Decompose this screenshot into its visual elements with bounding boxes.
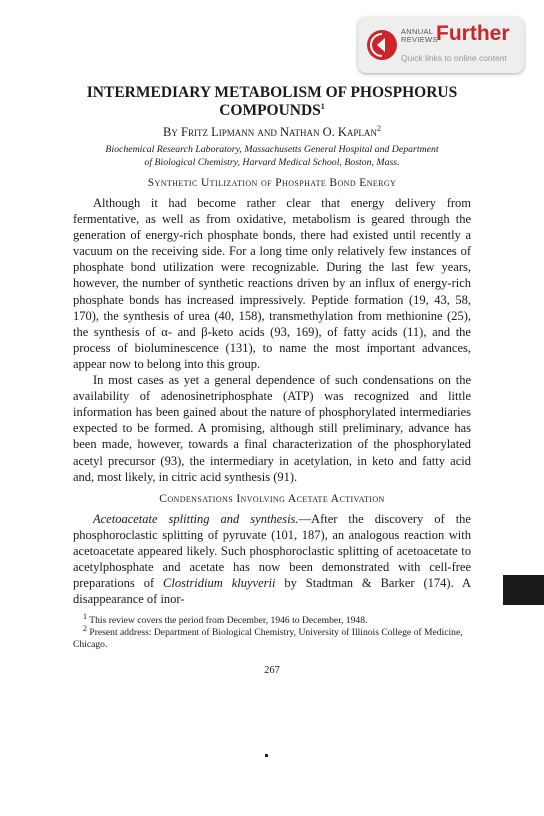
page-mark: [265, 754, 268, 757]
title-line1: INTERMEDIARY METABOLISM OF PHOSPHORUS: [86, 84, 458, 101]
footnote-2-mark: 2: [83, 624, 87, 634]
annual-reviews-logo: [401, 28, 438, 44]
paragraph-3-heading: Acetoacetate splitting and synthesis.: [93, 511, 299, 526]
footnote-1-mark: 1: [83, 612, 87, 622]
further-label: Further: [436, 22, 510, 45]
further-badge[interactable]: [358, 17, 524, 73]
title-line2: COMPOUNDS: [219, 102, 321, 119]
page-number: 267: [264, 665, 280, 677]
affiliation-line1: Biochemical Research Laboratory, Massachusetts General Hospital and Department: [105, 144, 439, 155]
paragraph-1: Although it had become rather clear that energy delivery from fermentative, as well as from oxidative, metabolism is geared through the generation of energy-rich phosphate bonds, there had existed until recently a vacuum on the receiving side. For a long time only relatively few instances of phosphate bond utilization were recognizable. During the last few years, however, the number of synthetic reactions driven by an influx of energy-rich phosphate bonds has increased impressively. Peptide formation (19, 43, 58, 170), the synthesis of urea (40, 158), transmethylation from methionine (25), the synthesis of α- and β-keto acids (93, 169), of fatty acids (11), and the process of bioluminescence (131), to name the most important advances, appear now to belong into this group.: [73, 196, 471, 371]
paragraph-3-organism: Clostridium kluyverii: [163, 576, 276, 591]
paragraph-3-text2: by Stadtman & Barker (174). A disappearance of inor-: [73, 576, 471, 607]
paragraph-2: In most cases as yet a general dependence of such condensations on the availability of adenosinetriphosphate (ATP) was recognized and little information has been gained about the nature of phosphorylated intermediaries expected to be formed. A promising, although still preliminary, advance has been made, however, towards a final characterization of the phosphorylated acetyl precursor (93), the intermediary in acetylation, in keto and fatty acid and, most likely, in citric acid synthesis (91).: [73, 373, 471, 484]
paragraph-3-text1: —After the discovery of the phosphoroclastic splitting of pyruvate (101, 187), an analogous reaction with acetoacetate appeared likely. Such phosphoroclastic splitting of acetoacetate to acetylphosphate and acetate has now been demonstrated with cell-free preparations of: [73, 511, 471, 591]
logo-line2: REVIEWS: [401, 35, 438, 44]
footnote-2: [73, 624, 471, 651]
logo-line1: ANNUAL: [401, 27, 434, 36]
authors-footnote-mark: 2: [376, 123, 381, 133]
title-footnote-mark: 1: [320, 101, 325, 111]
footnote-1-text: This review covers the period from December, 1946 to December, 1948.: [89, 615, 368, 627]
authors-text: By Fritz Lipmann and Nathan O. Kaplan: [163, 125, 377, 139]
footnote-2-text: Present address: Department of Biological Chemistry, University of Illinois College of Medicine, Chicago.: [73, 627, 463, 651]
play-icon: [367, 30, 397, 60]
authors: [73, 125, 471, 140]
footnotes: [73, 612, 471, 651]
section-heading-2: Condensations Involving Acetate Activation: [159, 492, 385, 505]
section-heading-1: Synthetic Utilization of Phosphate Bond Energy: [147, 177, 397, 189]
article-content: [73, 84, 471, 676]
article-title: [73, 84, 471, 120]
paragraph-3: [73, 511, 471, 608]
footnote-1: [73, 612, 471, 627]
affiliation: [73, 143, 471, 169]
quick-links-label: Quick links to online content: [401, 53, 507, 63]
page-edge-tab: [503, 575, 544, 605]
affiliation-line2: of Biological Chemistry, Harvard Medical School, Boston, Mass.: [144, 157, 400, 168]
